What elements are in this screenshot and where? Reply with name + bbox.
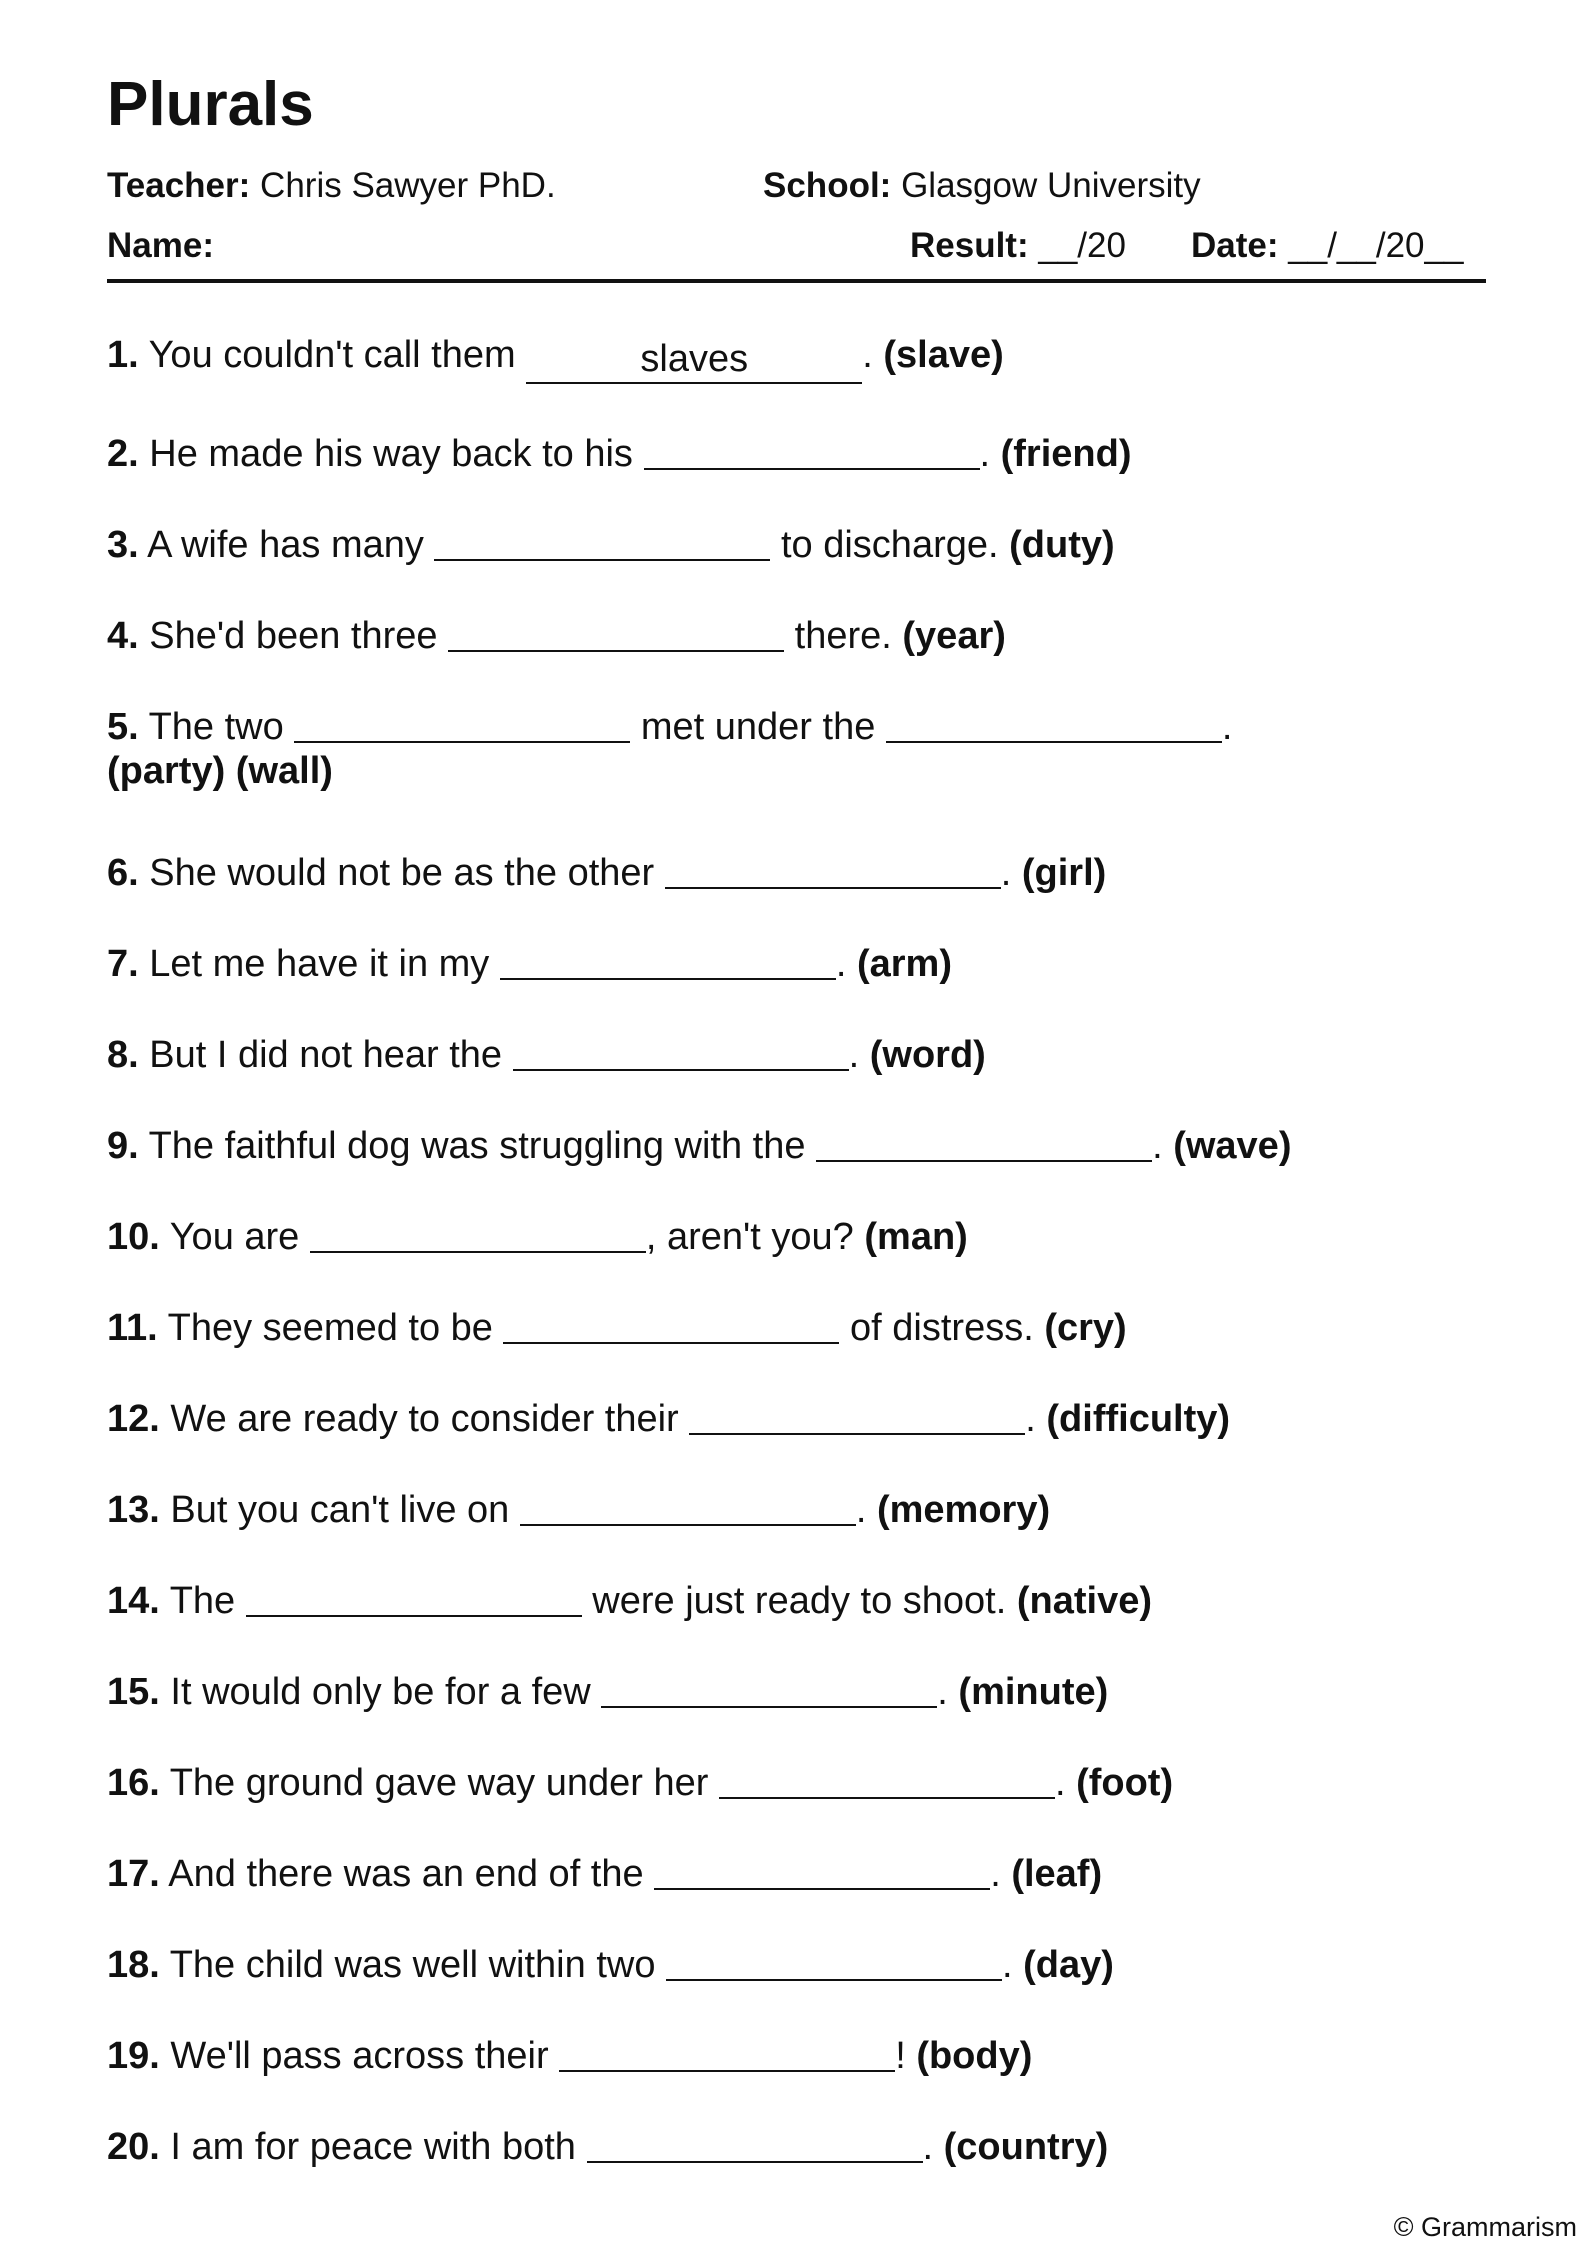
answer-blank[interactable]	[434, 519, 770, 561]
word-hint: (country)	[943, 2126, 1109, 2168]
answer-blank[interactable]	[587, 2121, 923, 2163]
question-item	[107, 515, 1486, 606]
question-number: 10.	[107, 1216, 160, 1258]
word-hint: (leaf)	[1011, 1853, 1103, 1895]
question-text: They seemed to be	[167, 1307, 504, 1349]
teacher-label: Teacher:	[107, 166, 251, 205]
question-text: .	[1221, 706, 1233, 748]
question-item	[107, 1116, 1486, 1207]
word-hint: (difficulty)	[1046, 1398, 1231, 1440]
answer-blank[interactable]	[513, 1029, 849, 1071]
question-item	[107, 1207, 1486, 1298]
name-field[interactable]	[107, 228, 214, 263]
question-item	[107, 843, 1486, 934]
question-number: 5.	[107, 706, 139, 748]
question-text: .	[1054, 1762, 1077, 1804]
question-text: The	[169, 1580, 246, 1622]
word-hint: (day)	[1023, 1944, 1114, 1986]
question-text: , aren't you?	[645, 1216, 865, 1258]
question-item	[107, 1298, 1486, 1389]
school-value: Glasgow University	[901, 166, 1201, 205]
page-title: Plurals	[107, 70, 314, 139]
question-item	[107, 333, 1486, 424]
question-text: It would only be for a few	[170, 1671, 602, 1713]
question-number: 9.	[107, 1125, 139, 1167]
question-text: of distress.	[839, 1307, 1045, 1349]
question-item	[107, 697, 1486, 843]
question-item	[107, 1025, 1486, 1116]
question-number: 4.	[107, 615, 139, 657]
question-number: 14.	[107, 1580, 160, 1622]
question-text: !	[895, 2035, 917, 2077]
result-value: __/20	[1038, 226, 1126, 265]
word-hint: (duty)	[1009, 524, 1115, 566]
result-label: Result:	[910, 226, 1029, 265]
question-text: I am for peace with both	[170, 2126, 587, 2168]
question-number: 15.	[107, 1671, 160, 1713]
answer-blank[interactable]	[654, 1848, 990, 1890]
question-item	[107, 2026, 1486, 2117]
question-item	[107, 1571, 1486, 1662]
question-text: You couldn't call them	[148, 334, 527, 376]
question-text: .	[1152, 1125, 1174, 1167]
answer-blank[interactable]	[520, 1484, 856, 1526]
question-item	[107, 1753, 1486, 1844]
question-number: 17.	[107, 1853, 160, 1895]
question-text: .	[862, 334, 884, 376]
question-text: The ground gave way under her	[169, 1762, 719, 1804]
question-text: You are	[169, 1216, 310, 1258]
answer-blank[interactable]: slaves	[526, 342, 862, 384]
question-text: .	[835, 943, 857, 985]
question-text: And there was an end of the	[168, 1853, 655, 1895]
question-text: were just ready to shoot.	[581, 1580, 1017, 1622]
teacher-value: Chris Sawyer PhD.	[260, 166, 556, 205]
question-text: .	[1000, 852, 1022, 894]
question-number: 1.	[107, 334, 139, 376]
question-number: 11.	[107, 1307, 158, 1349]
question-text: .	[855, 1489, 877, 1531]
answer-blank[interactable]	[644, 428, 980, 470]
date-label: Date:	[1191, 226, 1279, 265]
answer-blank[interactable]	[310, 1211, 646, 1253]
question-text: She would not be as the other	[149, 852, 665, 894]
word-hint: (slave)	[883, 334, 1004, 376]
question-text: The faithful dog was struggling with the	[148, 1125, 817, 1167]
question-item	[107, 1480, 1486, 1571]
word-hint: (wave)	[1173, 1125, 1292, 1167]
answer-blank[interactable]	[886, 701, 1222, 743]
answer-blank[interactable]	[294, 701, 630, 743]
answer-blank[interactable]	[503, 1302, 839, 1344]
question-item	[107, 1844, 1486, 1935]
result-field[interactable]	[910, 228, 1126, 263]
question-text: .	[979, 433, 1001, 475]
question-list	[107, 333, 1486, 2208]
word-hint: (girl)	[1021, 852, 1107, 894]
word-hint: (foot)	[1076, 1762, 1174, 1804]
word-hint: (native)	[1016, 1580, 1152, 1622]
question-text: He made his way back to his	[149, 433, 644, 475]
answer-blank[interactable]	[816, 1120, 1152, 1162]
question-item	[107, 934, 1486, 1025]
question-text: A wife has many	[147, 524, 435, 566]
word-hint: (year)	[902, 615, 1006, 657]
question-number: 7.	[107, 943, 139, 985]
answer-blank[interactable]	[689, 1393, 1025, 1435]
question-number: 2.	[107, 433, 139, 475]
question-item	[107, 1935, 1486, 2026]
question-item	[107, 1389, 1486, 1480]
header-divider	[107, 279, 1486, 283]
word-hint: (friend)	[1000, 433, 1132, 475]
answer-blank[interactable]	[559, 2030, 895, 2072]
question-item	[107, 1662, 1486, 1753]
question-text: The two	[148, 706, 295, 748]
question-item	[107, 606, 1486, 697]
word-hint: (cry)	[1044, 1307, 1127, 1349]
question-text: Let me have it in my	[149, 943, 500, 985]
answer-blank[interactable]	[666, 1939, 1002, 1981]
question-item	[107, 2117, 1486, 2208]
word-hint: (body)	[916, 2035, 1033, 2077]
question-text: But you can't live on	[170, 1489, 520, 1531]
word-hint: (memory)	[876, 1489, 1051, 1531]
question-number: 6.	[107, 852, 139, 894]
answer-blank[interactable]	[665, 847, 1001, 889]
answer-blank[interactable]	[246, 1575, 582, 1617]
question-text: .	[1002, 1944, 1024, 1986]
teacher-field	[107, 168, 556, 203]
question-text: The child was well within two	[169, 1944, 667, 1986]
name-label: Name:	[107, 226, 214, 265]
copyright: © Grammarism	[1393, 2212, 1577, 2242]
word-hint: (party) (wall)	[107, 750, 333, 792]
answer-blank[interactable]	[719, 1757, 1055, 1799]
word-hint: (minute)	[958, 1671, 1109, 1713]
question-text: .	[848, 1034, 870, 1076]
question-item	[107, 424, 1486, 515]
question-number: 13.	[107, 1489, 160, 1531]
question-text: .	[922, 2126, 944, 2168]
word-hint: (word)	[869, 1034, 986, 1076]
question-number: 20.	[107, 2126, 160, 2168]
answer-blank[interactable]	[601, 1666, 937, 1708]
question-text: .	[937, 1671, 959, 1713]
question-text: We'll pass across their	[170, 2035, 560, 2077]
question-text: .	[990, 1853, 1012, 1895]
question-number: 3.	[107, 524, 139, 566]
word-hint: (arm)	[856, 943, 953, 985]
question-number: 16.	[107, 1762, 160, 1804]
question-text: She'd been three	[149, 615, 449, 657]
question-number: 8.	[107, 1034, 139, 1076]
date-value: __/__/20__	[1288, 226, 1464, 265]
school-field	[763, 168, 1201, 203]
answer-blank[interactable]	[500, 938, 836, 980]
word-hint: (man)	[864, 1216, 968, 1258]
question-number: 19.	[107, 2035, 160, 2077]
question-text: there.	[784, 615, 903, 657]
question-number: 12.	[107, 1398, 160, 1440]
question-text: to discharge.	[770, 524, 1010, 566]
question-text: But I did not hear the	[149, 1034, 513, 1076]
question-text: We are ready to consider their	[170, 1398, 690, 1440]
school-label: School:	[763, 166, 892, 205]
date-field[interactable]	[1191, 228, 1463, 263]
question-text: .	[1025, 1398, 1047, 1440]
question-text: met under the	[630, 706, 886, 748]
answer-blank[interactable]	[448, 610, 784, 652]
question-number: 18.	[107, 1944, 160, 1986]
